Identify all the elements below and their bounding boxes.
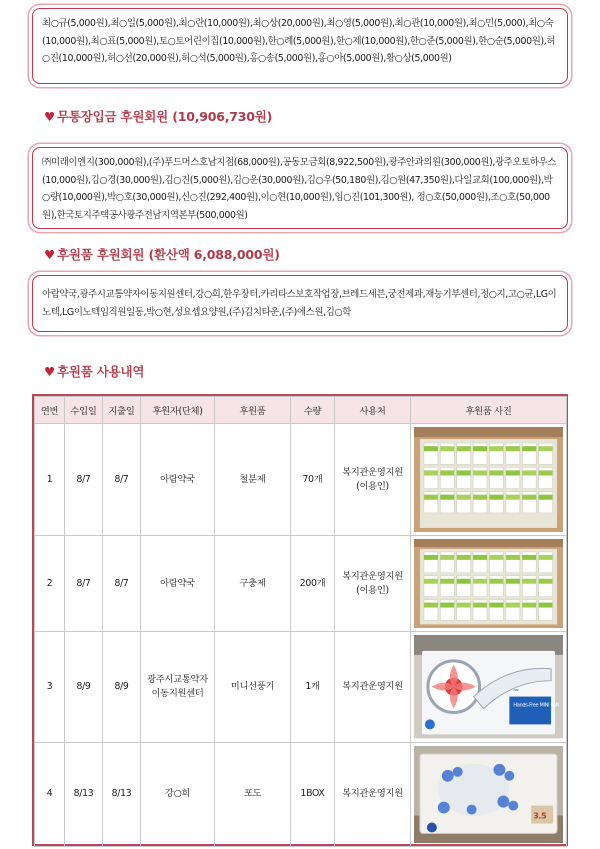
cell-place bbox=[335, 632, 411, 742]
section-heading-goods-donors: ♥ 후원품 후원회원 (환산액 6,088,000원) bbox=[44, 247, 280, 262]
col-header-qty: 수량 bbox=[291, 397, 335, 424]
cell-no: 3 bbox=[35, 632, 65, 742]
cell-place bbox=[335, 536, 411, 632]
svg-text:ᴹᴵᴺᴵ: ᴹᴵᴺᴵ bbox=[513, 689, 519, 695]
cell-item: 포도 bbox=[215, 742, 291, 846]
col-header-in-date: 수입일 bbox=[65, 397, 103, 424]
pharmacy-box-icon bbox=[411, 536, 566, 631]
cell-out-date: 8/7 bbox=[103, 536, 141, 632]
cell-qty: 70개 bbox=[291, 424, 335, 536]
cell-out-date: 8/7 bbox=[103, 424, 141, 536]
table-row bbox=[35, 632, 567, 742]
heart-icon: ♥ bbox=[44, 109, 56, 124]
place-line-2: (이용인) bbox=[356, 584, 389, 596]
cell-donor: 강○희 bbox=[141, 742, 215, 846]
cell-in-date: 8/9 bbox=[65, 632, 103, 742]
cell-no: 1 bbox=[35, 424, 65, 536]
cell-donor: 아람약국 bbox=[141, 424, 215, 536]
cell-photo bbox=[411, 536, 567, 632]
table-row bbox=[35, 424, 567, 536]
cell-qty: 200개 bbox=[291, 536, 335, 632]
pharmacy-box-icon bbox=[411, 424, 566, 535]
cell-item: 구충제 bbox=[215, 536, 291, 632]
donor-list-box-3 bbox=[32, 275, 568, 332]
place-line-1: 복지관운영지원 bbox=[342, 570, 403, 582]
cell-out-date: 8/13 bbox=[103, 742, 141, 846]
place-line-1: 복지관운영지원 bbox=[342, 681, 403, 693]
table-row bbox=[35, 536, 567, 632]
cell-item: 미니선풍기 bbox=[215, 632, 291, 742]
donor-list-text-3: 아람약국,광주시교통약자이동지원센터,강○희,한우장터,카리타스보호작업장,브레드세븐,궁전제과,재능기부센터,정○지,고○균,LG이노텍,LG이노텍임직원일동,박○현,성요셉요양원,(주)김치타운,(주)에스원,김○학 bbox=[42, 289, 557, 318]
table-header-row bbox=[35, 397, 567, 424]
col-header-photo: 후원품 사진 bbox=[411, 397, 567, 424]
col-header-donor: 후원자(단체) bbox=[141, 397, 215, 424]
place-line-1: 복지관운영지원 bbox=[342, 788, 403, 800]
cell-donor bbox=[141, 632, 215, 742]
mini-fan-icon bbox=[411, 632, 566, 741]
cell-place bbox=[335, 742, 411, 846]
cell-item: 철분제 bbox=[215, 424, 291, 536]
grape-box-icon bbox=[411, 743, 566, 846]
heart-icon: ♥ bbox=[44, 364, 56, 379]
cell-qty: 1개 bbox=[291, 632, 335, 742]
cell-in-date: 8/7 bbox=[65, 536, 103, 632]
cell-out-date: 8/9 bbox=[103, 632, 141, 742]
cell-photo bbox=[411, 632, 567, 742]
cell-no: 4 bbox=[35, 742, 65, 846]
cell-donor: 아람약국 bbox=[141, 536, 215, 632]
donor-list-text-2: ㈜미래이엔지(300,000원),(주)푸드머스호남지점(68,000원),공동모금회(8,922,500원),광주안과의원(300,000원),광주오토하우스(10,000원),김○경(30,000원),김○진(5,000원),김○운(30,000원),김○우(50,180원),김○원(47,350원),다일교회(100,000원),박○량(10,000원),박○호(30,000원),신○진(292,400원),이○현(10,000원),임○진(101,300원), 정○호(50,000원),조○호(50,000원),한국토지주택공사광주전남지역본부(500,000원) bbox=[42, 157, 556, 221]
cell-photo bbox=[411, 742, 567, 846]
cell-in-date: 8/7 bbox=[65, 424, 103, 536]
cell-place bbox=[335, 424, 411, 536]
place-line-1: 복지관운영지원 bbox=[342, 466, 403, 478]
cell-in-date: 8/13 bbox=[65, 742, 103, 846]
col-header-out-date: 지출일 bbox=[103, 397, 141, 424]
col-header-place: 사용처 bbox=[335, 397, 411, 424]
heart-icon: ♥ bbox=[44, 247, 56, 262]
donor-line-1: 광주시교통약자 bbox=[147, 674, 208, 686]
cell-photo bbox=[411, 424, 567, 536]
donor-list-box-2 bbox=[32, 147, 568, 229]
svg-text:3.5: 3.5 bbox=[533, 811, 547, 821]
section-heading-bank-transfer: ♥ 무통장입금 후원회원 (10,906,730원) bbox=[44, 109, 273, 124]
cell-no: 2 bbox=[35, 536, 65, 632]
col-header-item: 후원품 bbox=[215, 397, 291, 424]
cell-qty: 1BOX bbox=[291, 742, 335, 846]
goods-usage-table bbox=[32, 394, 568, 846]
section-heading-goods-usage: ♥ 후원품 사용내역 bbox=[44, 364, 145, 379]
place-line-2: (이용인) bbox=[356, 480, 389, 492]
donor-line-2: 이동지원센터 bbox=[151, 688, 204, 700]
table-row bbox=[35, 742, 567, 846]
fan-box-text: Hands-Free MINI FAN bbox=[513, 702, 560, 709]
col-header-no: 연번 bbox=[35, 397, 65, 424]
donor-list-text-1: 최○규(5,000원),최○일(5,000원),최○란(10,000원),최○상(20,000원),최○영(5,000원),최○관(10,000원),최○민(5,000),최○숙(10,000원),최○표(5,000원),토○토어린이집(10,000원),한○례(5,000원),한○제(10,000원),한○준(5,000원),한○순(5,000원),허○진(10,000원),허○선(20,000원),허○석(5,000원),홍○송(5,000원),홍○아(5,000원),황○상(5,000원) bbox=[42, 18, 556, 64]
donor-list-box-1 bbox=[32, 8, 568, 84]
